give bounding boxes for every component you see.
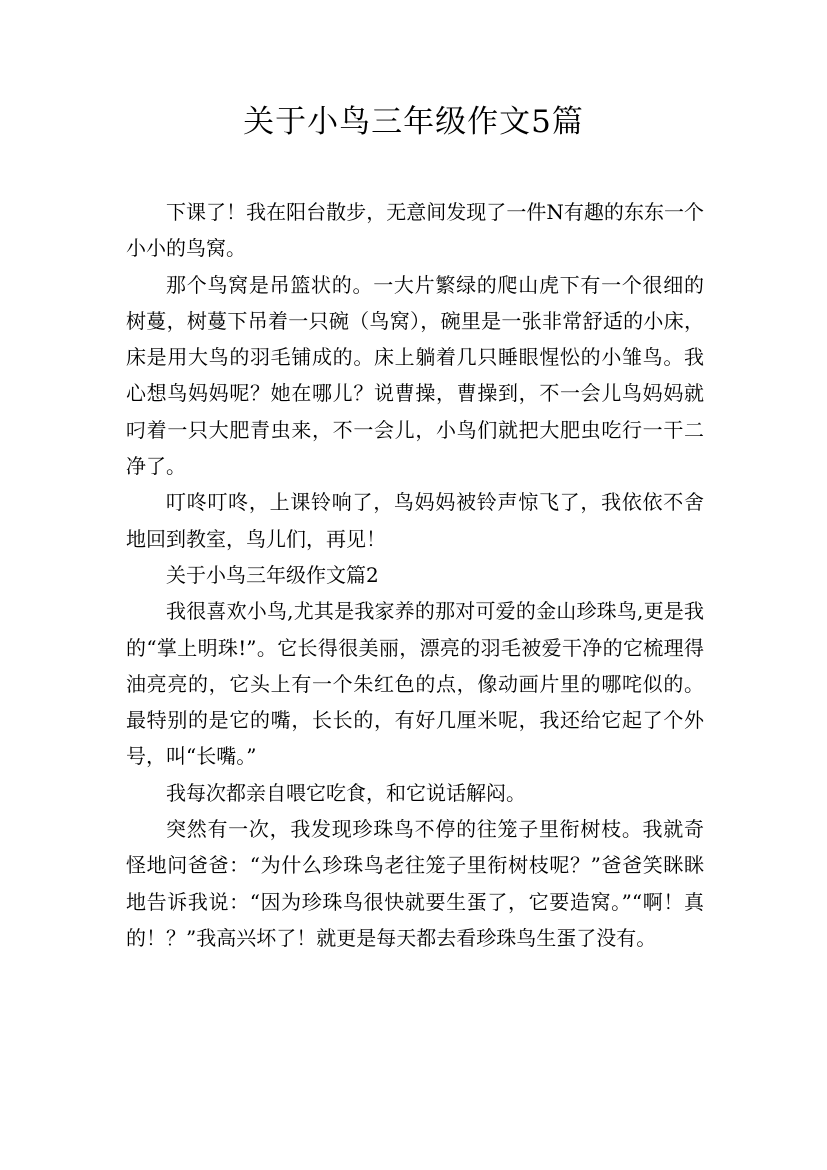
document-body [126, 194, 704, 956]
paragraph-4: 我很喜欢小鸟,尤其是我家养的那对可爱的金山珍珠鸟,更是我的“掌上明珠!”。它长得很美丽，漂亮的羽毛被爱干净的它梳理得油亮亮的，它头上有一个朱红色的点，像动画片里的哪咤似的。最特别的是它的嘴，长长的，有好几厘米呢，我还给它起了个外号，叫“长嘴。” [126, 599, 704, 769]
paragraph-1: 下课了！我在阳台散步，无意间发现了一件N有趣的东东一个小小的鸟窝。 [126, 200, 704, 261]
section-heading-2: 关于小鸟三年级作文篇2 [166, 562, 379, 587]
paragraph-6: 突然有一次，我发现珍珠鸟不停的往笼子里衔树枝。我就奇怪地问爸爸：“为什么珍珠鸟老往笼子里衔树枝呢？”爸爸笑眯眯地告诉我说：“因为珍珠鸟很快就要生蛋了，它要造窝。”“啊！真的！？”我高兴坏了！就更是每天都去看珍珠鸟生蛋了没有。 [126, 817, 704, 950]
document-title: 关于小鸟三年级作文5篇 [243, 104, 584, 140]
paragraph-3: 叮咚叮咚，上课铃响了，鸟妈妈被铃声惊飞了，我依依不舍地回到教室，鸟儿们，再见！ [126, 490, 704, 551]
paragraph-5: 我每次都亲自喂它吃食，和它说话解闷。 [166, 780, 526, 805]
paragraph-2: 那个鸟窝是吊篮状的。一大片繁绿的爬山虎下有一个很细的树蔓，树蔓下吊着一只碗（鸟窝），碗里是一张非常舒适的小床，床是用大鸟的羽毛铺成的。床上躺着几只睡眼惺忪的小雏鸟。我心想鸟妈妈呢？她在哪儿？说曹操，曹操到，不一会儿鸟妈妈就叼着一只大肥青虫来，不一会儿，小鸟们就把大肥虫吃行一干二净了。 [126, 272, 704, 479]
